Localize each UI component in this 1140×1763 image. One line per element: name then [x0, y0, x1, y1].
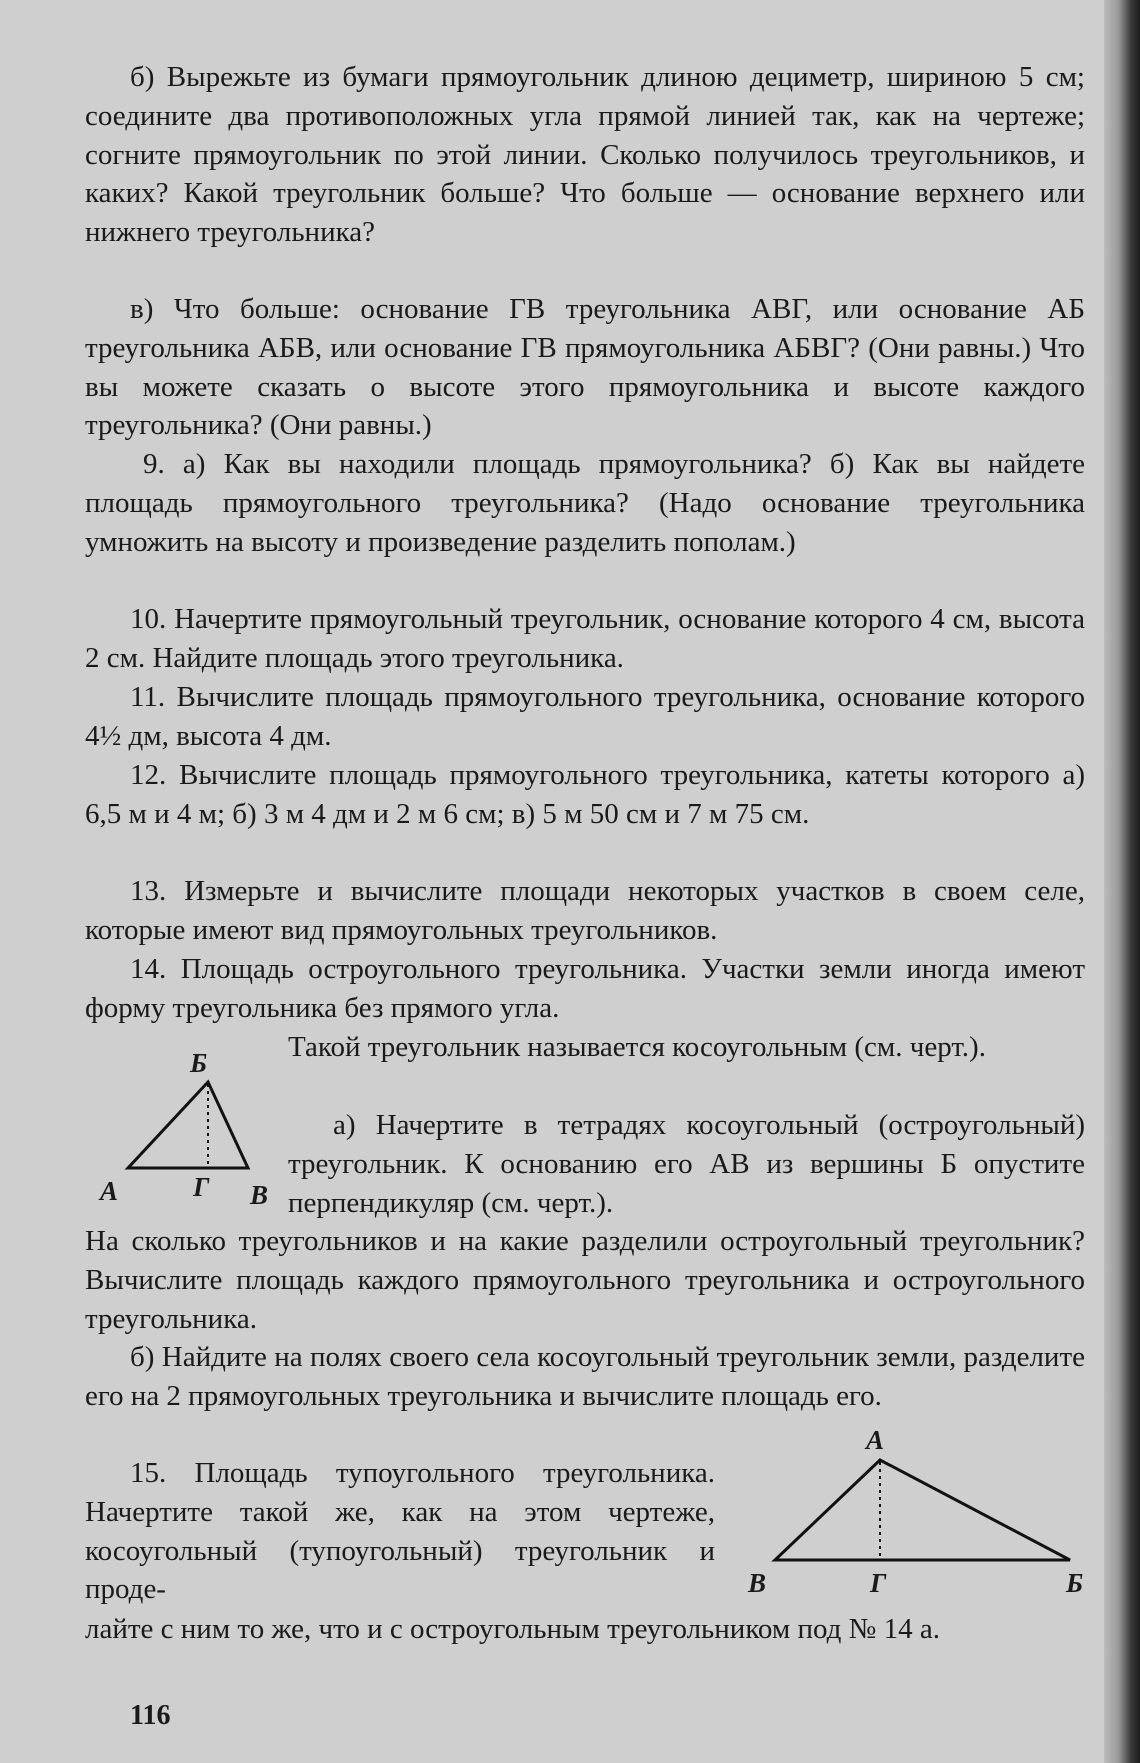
exercise-14a-rest: На сколько треугольников и на какие разделили остроугольный треугольник? Вычислите площадь каждого прямоугольного треугольника и остроугольного треугольника. [85, 1225, 1085, 1335]
exercise-15-wrap: 15. Площадь тупоугольного треугольника. Начертите такой же, как на этом чертеже, косоугольный (тупоугольный) треугольник и проде- [85, 1457, 715, 1606]
exercise-14-wrap: Такой треугольник называется косоугольным (см. черт.). [288, 1031, 986, 1063]
exercise-14a-wrap: а) Начертите в тетрадях косоугольный (остроугольный) треугольник. К основанию его АВ из вершины Б опустите перпендикуляр (см. черт.). [288, 1109, 1085, 1219]
exercise-11: 11. Вычислите площадь прямоугольного треугольника, основание которого 4½ дм, высота 4 дм. [85, 681, 1085, 752]
fig2-label-left: В [748, 1568, 767, 1598]
fig2-label-foot: Г [870, 1568, 887, 1598]
obtuse-triangle-figure [770, 1450, 1090, 1570]
exercise-13: 13. Измерьте и вычислите площади некоторых участков в своем селе, которые имеют вид прямоугольных треугольников. [85, 875, 1085, 946]
exercise-15-rest: лайте с ним то же, что и с остроугольным треугольником под № 14 а. [85, 1613, 940, 1645]
paragraph-8b: б) Вырежьте из бумаги прямоугольник длиною дециметр, шириною 5 см; соедините два противоположных угла прямой линией так, как на чертеже; согните прямоугольник по этой линии. Сколько получилось треугольников, и каких? Какой треугольник больше? Что больше — основание верхнего или нижнего треугольника? [85, 61, 1085, 249]
page-number: 116 [130, 1700, 171, 1731]
exercise-14-heading: 14. Площадь остроугольного треугольника. Участки земли иногда имеют форму треугольника без прямого угла. [85, 953, 1085, 1024]
exercise-12: 12. Вычислите площадь прямоугольного треугольника, катеты которого а) 6,5 м и 4 м; б) 3 м 4 дм и 2 м 6 см; в) 5 м 50 см и 7 м 75 см. [85, 759, 1085, 830]
fig2-label-right: Б [1066, 1568, 1084, 1598]
fig1-label-top: Б [190, 1048, 208, 1078]
fig1-label-right: В [250, 1180, 269, 1210]
fig1-label-foot: Г [193, 1172, 210, 1202]
exercise-9: 9. а) Как вы находили площадь прямоугольника? б) Как вы найдете площадь прямоугольного треугольника? (Надо основание треугольника умножить на высоту и произведение разделить пополам.) [85, 448, 1085, 558]
book-spine-shadow [1104, 0, 1140, 1763]
exercise-10: 10. Начертите прямоугольный треугольник, основание которого 4 см, высота 2 см. Найдите площадь этого треугольника. [85, 603, 1085, 674]
fig2-label-top: А [866, 1425, 885, 1455]
exercise-14b: б) Найдите на полях своего села косоугольный треугольник земли, разделите его на 2 прямоугольных треугольника и вычислите площадь его. [85, 1341, 1085, 1412]
paragraph-8v: в) Что больше: основание ГВ треугольника АВГ, или основание АБ треугольника АБВ, или основание ГВ прямоугольника АБВГ? (Они равны.) Что вы можете сказать о высоте этого прямоугольника и высоте каждого треугольника? (Они равны.) [85, 293, 1085, 442]
fig1-label-left: А [100, 1176, 119, 1206]
